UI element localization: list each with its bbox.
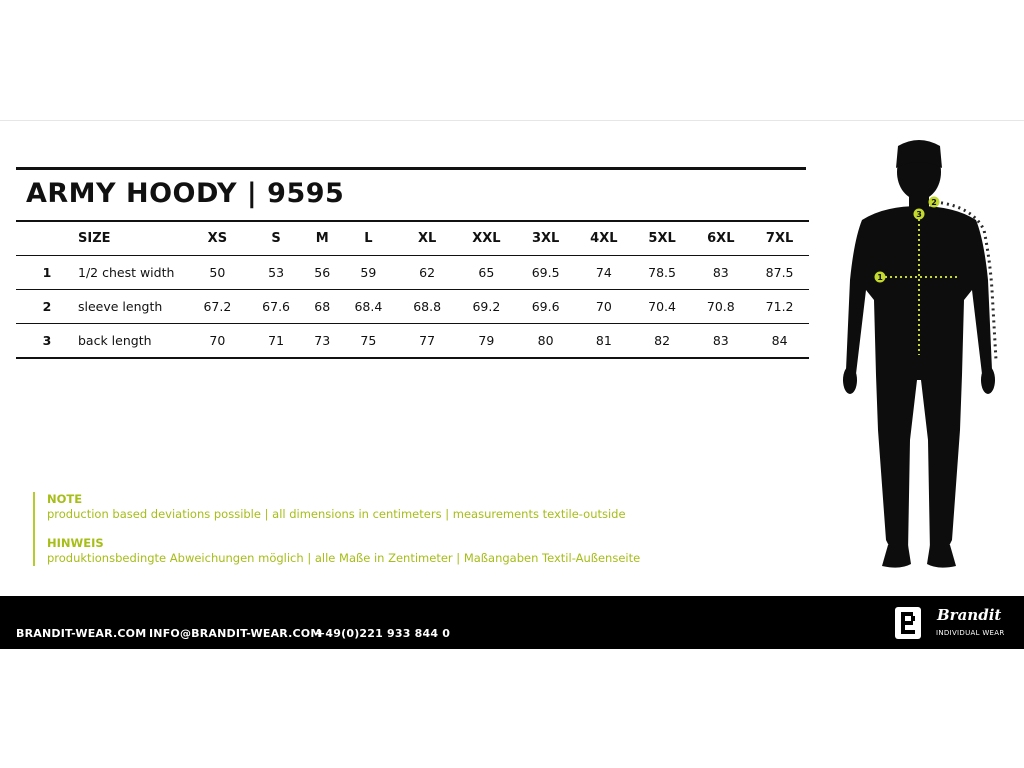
table-row — [16, 256, 809, 290]
body-silhouette-icon — [832, 140, 1007, 584]
brandit-b-logo-icon — [895, 607, 921, 643]
table-cell: 78.5 — [648, 265, 676, 280]
marker-label: 1 — [877, 273, 883, 282]
marker-3-icon — [914, 209, 925, 220]
size-header: S — [271, 231, 281, 246]
title-rule — [16, 167, 806, 170]
row-label: sleeve length — [78, 299, 163, 314]
table-cell: 70.8 — [706, 299, 735, 314]
size-header: 3XL — [531, 231, 560, 246]
table-cell: 65 — [478, 265, 495, 280]
note-text: production based deviations possible | all dimensions in centimeters | measurements textile-outside — [47, 507, 626, 521]
table-row — [16, 290, 809, 324]
row-label: back length — [78, 333, 152, 348]
table-cell: 70 — [209, 333, 226, 348]
table-cell: 83 — [712, 265, 729, 280]
note-title: NOTE — [47, 492, 83, 506]
table-cell: 70.4 — [648, 299, 676, 314]
table-cell: 74 — [595, 265, 612, 280]
table-cell: 83 — [712, 333, 729, 348]
table-header-row — [16, 221, 809, 256]
top-divider — [0, 120, 1024, 121]
table-cell: 82 — [654, 333, 671, 348]
table-cell: 71 — [268, 333, 285, 348]
footer-bar — [0, 596, 1024, 649]
table-cell: 79 — [478, 333, 495, 348]
table-cell: 75 — [360, 333, 377, 348]
hinweis-title: HINWEIS — [47, 536, 104, 550]
table-cell: 50 — [209, 265, 226, 280]
row-number: 2 — [42, 299, 52, 314]
table-cell: 84 — [771, 333, 788, 348]
table-cell: 87.5 — [765, 265, 794, 280]
table-cell: 68.8 — [413, 299, 442, 314]
table-cell: 68.4 — [354, 299, 383, 314]
brandit-wordmark: Brandit — [937, 606, 1002, 624]
size-header: 6XL — [707, 231, 735, 246]
marker-label: 2 — [931, 198, 937, 207]
table-cell: 77 — [419, 333, 436, 348]
size-header: L — [364, 231, 373, 246]
table-cell: 53 — [268, 265, 285, 280]
brandit-tagline: INDIVIDUAL WEAR — [936, 629, 1005, 637]
table-cell: 80 — [537, 333, 554, 348]
table-cell: 70 — [595, 299, 612, 314]
note-spacer — [47, 522, 640, 536]
note-block — [33, 492, 640, 566]
row-label: 1/2 chest width — [78, 265, 175, 280]
size-header: XXL — [472, 231, 501, 246]
table-row — [16, 324, 809, 359]
table-cell: 69.6 — [531, 299, 560, 314]
table-header-size: SIZE — [78, 231, 111, 246]
table-cell: 68 — [314, 299, 331, 314]
table-cell: 56 — [314, 265, 331, 280]
table-cell: 62 — [419, 265, 436, 280]
footer-website-link[interactable]: BRANDIT-WEAR.COM — [16, 627, 147, 640]
table-cell: 67.6 — [262, 299, 291, 314]
row-number: 3 — [42, 333, 52, 348]
size-header: 5XL — [648, 231, 676, 246]
size-header: 4XL — [590, 231, 618, 246]
size-header: XS — [207, 231, 228, 246]
table-cell: 67.2 — [203, 299, 232, 314]
table-cell: 81 — [595, 333, 612, 348]
table-cell: 73 — [314, 333, 331, 348]
table-cell: 69.2 — [472, 299, 501, 314]
footer-email-link[interactable]: INFO@BRANDIT-WEAR.COM — [149, 627, 322, 640]
table-header-num — [16, 221, 78, 256]
size-table — [16, 220, 809, 359]
size-header: XL — [417, 231, 437, 246]
size-header: M — [315, 231, 329, 246]
table-cell: 69.5 — [531, 265, 560, 280]
page-title: ARMY HOODY | 9595 — [26, 178, 345, 209]
marker-1-icon — [875, 272, 886, 283]
hinweis-text: produktionsbedingte Abweichungen möglich | alle Maße in Zentimeter | Maßangaben Textil-Außenseite — [47, 551, 641, 565]
row-number: 1 — [42, 265, 52, 280]
table-cell: 71.2 — [765, 299, 794, 314]
footer-phone: +49(0)221 933 844 0 — [316, 627, 451, 640]
size-header: 7XL — [765, 231, 794, 246]
table-cell: 59 — [360, 265, 377, 280]
marker-2-icon — [929, 197, 940, 208]
marker-label: 3 — [916, 210, 922, 219]
